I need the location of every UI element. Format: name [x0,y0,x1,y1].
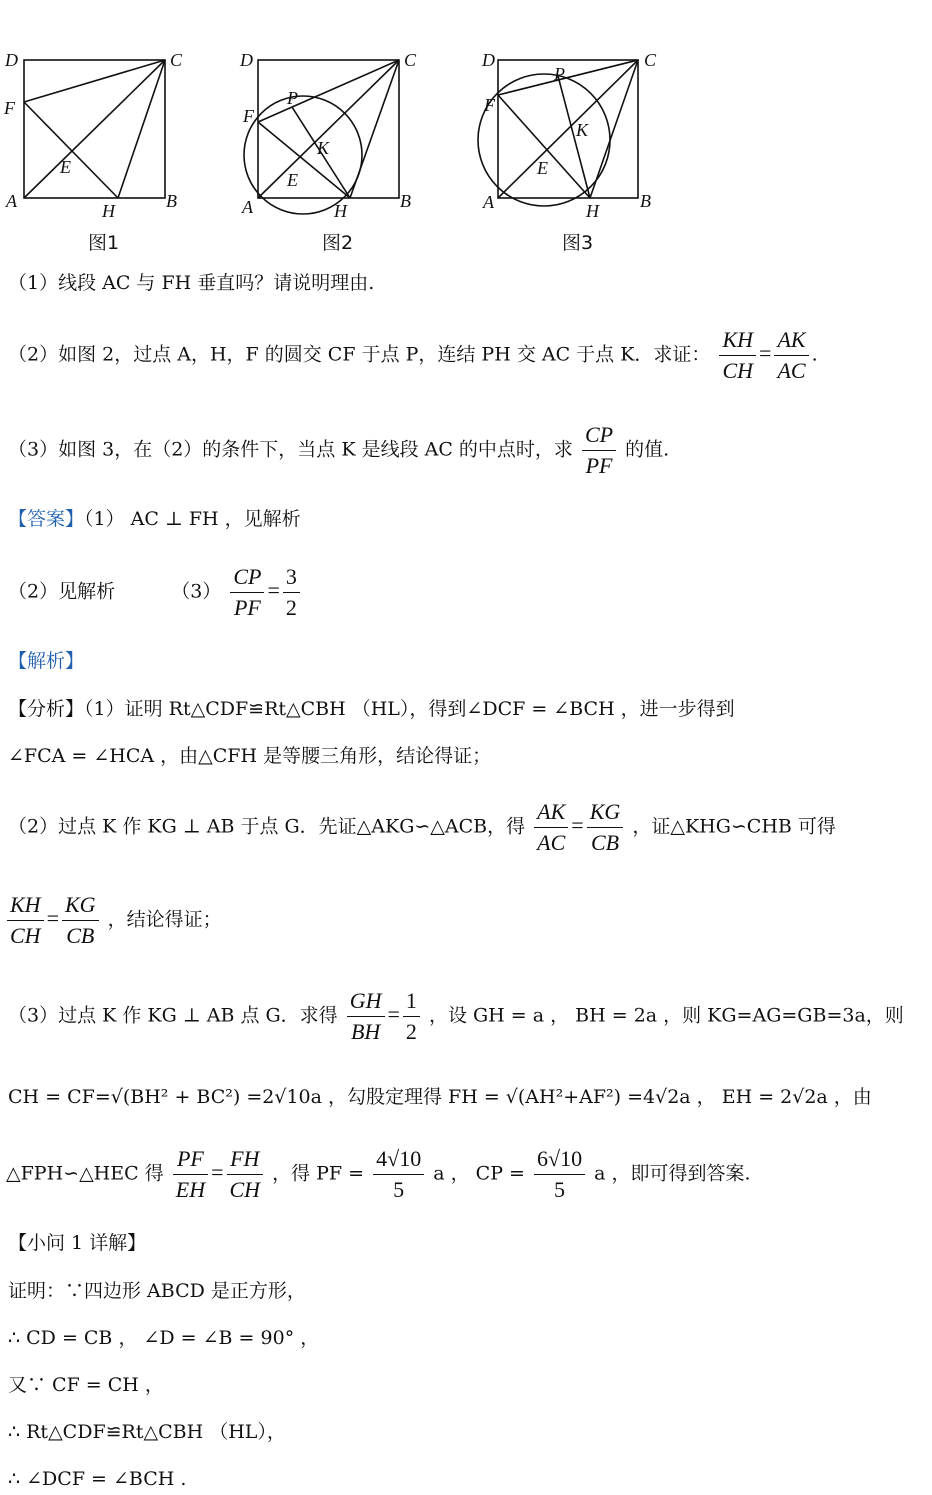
label-e: E [60,157,71,177]
figure-1 [0,0,200,225]
detail-line-4: ∴ Rt△CDF≌Rt△CBH （HL）， [8,1421,286,1443]
answer-2-3: （2）见解析 （3） $\frac{CP}{PF}$ = $\frac{3}{2}$ [8,562,303,623]
label-c: C [644,50,657,70]
answer-1 [8,508,301,531]
fraction: $\frac{CP}{PF}$ [230,562,264,623]
detail-line-1: 证明：∵四边形 ABCD 是正方形， [8,1280,306,1302]
fraction: $\frac{KH}{CH}$ [719,325,756,386]
fraction: $\frac{AK}{AC}$ [774,325,808,386]
fraction: $\frac{1}{2}$ [403,986,420,1047]
detail-tag: 【小问 1 详解】 [8,1232,147,1254]
fraction: $\frac{4√10}{5}$ [373,1144,424,1205]
fraction: $\frac{KG}{CB}$ [62,890,99,951]
figure-2 [232,0,432,225]
label-h: H [586,201,599,221]
label-f: F [484,95,495,115]
detail-line-5: ∴ ∠DCF = ∠BCH . [8,1468,187,1490]
answer-1-text: （1） AC ⊥ FH ，见解析 [84,508,301,530]
question-2: （2）如图 2，过点 A，H，F 的圆交 CF 于点 P，连结 PH 交 AC 于点 K．求证： $\frac{KH}{CH}$ = $\frac{AK}{AC}$ . [8,325,818,386]
analysis-3-text: （3）过点 K 作 KG ⊥ AB 点 G．求得 [8,1004,338,1027]
label-h: H [334,201,347,221]
fraction: $\frac{KH}{CH}$ [7,890,44,951]
analysis-3-end: a ，即可得到答案. [594,1162,751,1185]
label-f: F [4,98,15,118]
label-e: E [537,158,548,178]
question-2-text: （2）如图 2，过点 A，H，F 的圆交 CF 于点 P，连结 PH 交 AC 于点 K．求证： [8,343,711,366]
analysis-3-line-3: △FPH∽△HEC 得 $\frac{PF}{EH}$ = $\frac{FH}{CH}$ ，得 PF = $\frac{4√10}{5}$ a ， CP = $\frac{6√10}{5}$ a ，即可得到答案. [6,1144,751,1205]
label-p: P [554,64,565,84]
label-c: C [404,50,417,70]
fraction: $\frac{KG}{CB}$ [587,797,624,858]
fraction: $\frac{3}{2}$ [283,562,300,623]
analysis-tag: 【解析】 [8,650,85,672]
label-e: E [287,170,298,190]
question-3 [8,420,669,481]
fraction: $\frac{GH}{BH}$ [347,986,385,1047]
analysis-2-line-1: （2）过点 K 作 KG ⊥ AB 于点 G．先证△AKG∽△ACB，得 $\frac{AK}{AC}$ = $\frac{KG}{CB}$ ，证△KHG∽CHB 可得 [8,797,836,858]
cp-label: a ， CP = [433,1162,525,1185]
fraction: $\frac{PF}{EH}$ [173,1144,208,1205]
label-h: H [102,201,115,221]
figure-1-caption: 图1 [88,232,120,254]
figure-2-caption: 图2 [322,232,354,254]
label-k: K [576,120,589,140]
analysis-3-line-3-text: △FPH∽△HEC 得 [6,1162,164,1185]
label-b: B [400,191,411,211]
analysis-2-suffix: ，证△KHG∽CHB 可得 [632,815,836,838]
analysis-1-line-1 [8,698,735,721]
question-3-text: （3）如图 3，在（2）的条件下，当点 K 是线段 AC 的中点时，求 [8,438,573,461]
label-p: P [287,88,298,108]
analysis-3-line-2: CH = CF=√(BH² + BC²) =2√10a ，勾股定理得 FH = √(AH²+AF²) =4√2a ， EH = 2√2a ，由 [8,1086,872,1108]
label-b: B [640,191,651,211]
detail-line-3: 又∵ CF = CH ， [8,1374,164,1396]
fraction: $\frac{FH}{CH}$ [227,1144,264,1205]
label-a: A [242,197,253,217]
analysis-3-suffix: ，设 GH = a ， BH = 2a ，则 KG=AG=GB=3a，则 [428,1004,904,1027]
question-1: （1）线段 AC 与 FH 垂直吗？请说明理由. [8,272,375,294]
answer-3-prefix: （3） [171,580,222,603]
analysis-2-text: （2）过点 K 作 KG ⊥ AB 于点 G．先证△AKG∽△ACB，得 [8,815,526,838]
fraction: $\frac{CP}{PF}$ [582,420,616,481]
label-k: K [317,138,330,158]
label-f: F [243,106,254,126]
label-b: B [166,191,177,211]
label-a: A [483,192,494,212]
figure-3-caption: 图3 [562,232,594,254]
figure-3 [470,0,670,225]
fenxi-tag: 【分析】 [8,698,85,720]
fraction: $\frac{6√10}{5}$ [534,1144,585,1205]
analysis-2b-suffix: ，结论得证； [107,908,222,931]
label-d: D [5,50,18,70]
analysis-1-line-2: ∠FCA = ∠HCA ，由△CFH 是等腰三角形，结论得证； [8,745,492,767]
pf-label: ，得 PF = [272,1162,365,1185]
question-3-suffix: 的值. [625,438,670,461]
answer-2-text: （2）见解析 [8,580,116,603]
fraction: $\frac{AK}{AC}$ [534,797,568,858]
analysis-2-line-2: $\frac{KH}{CH}$ = $\frac{KG}{CB}$ ，结论得证； [4,890,222,951]
analysis-1-text: （1）证明 Rt△CDF≌Rt△CBH （HL），得到∠DCF = ∠BCH ，进一步得到 [84,698,735,720]
label-d: D [482,50,495,70]
detail-line-2: ∴ CD = CB ， ∠D = ∠B = 90° ， [8,1327,320,1349]
label-c: C [170,50,183,70]
answer-tag: 【答案】 [8,508,85,530]
label-a: A [6,191,17,211]
analysis-3-line-1: （3）过点 K 作 KG ⊥ AB 点 G．求得 $\frac{GH}{BH}$ = $\frac{1}{2}$ ，设 GH = a ， BH = 2a ，则 KG=AG=GB=3a，则 [8,986,904,1047]
label-d: D [240,50,253,70]
